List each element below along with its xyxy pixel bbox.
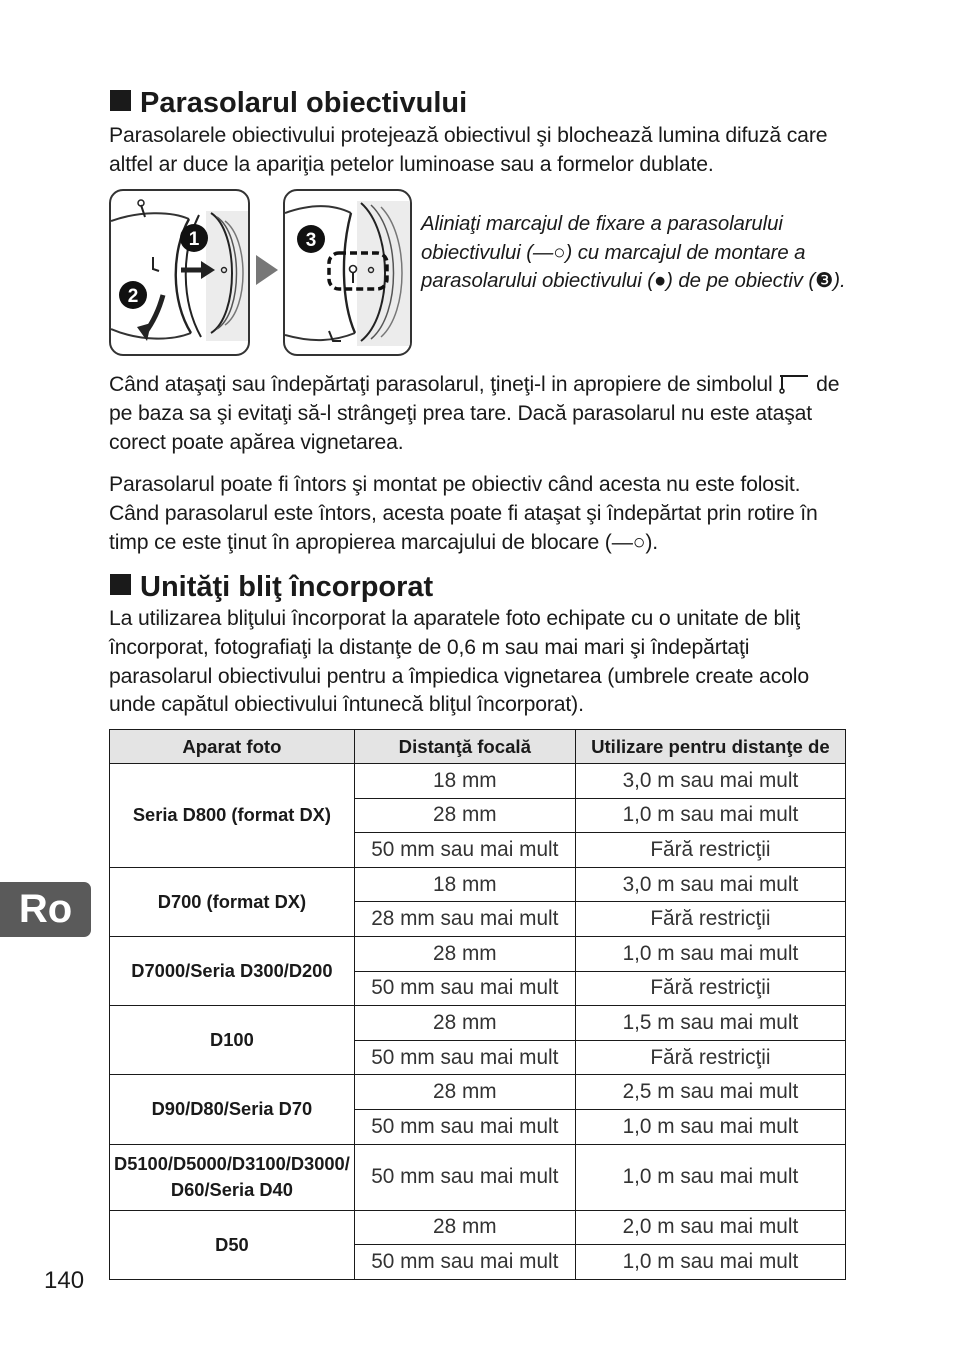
heading-square-icon [110, 574, 131, 595]
table-row [110, 1006, 846, 1041]
distance-cell: 3,0 m sau mai mult [575, 867, 845, 902]
table-row [110, 867, 846, 902]
focal-cell: 28 mm sau mai mult [354, 902, 575, 937]
built-in-flash-intro: La utilizarea bliţului încorporat la aparatele foto echipate cu o unitate de bliţ încorporat, fotografiaţi la distanţe de 0,6 m sau mai mari şi îndepărtaţi parasolarul obiectivului pentru a împiedica vignetarea (umbrele create acolo unde capătul obiectivului întunecă bliţul încorporat). [109, 607, 809, 717]
header-distance: Utilizare pentru distanţe de [575, 730, 845, 764]
svg-text:2: 2 [127, 286, 139, 307]
lens-hood-figure-step3 [283, 189, 412, 356]
distance-cell: 2,5 m sau mai mult [575, 1075, 845, 1110]
section-heading-built-in-flash [110, 573, 433, 602]
camera-cell: D7000/Seria D300/D200 [110, 936, 355, 1005]
focal-cell: 50 mm sau mai mult [354, 1144, 575, 1210]
header-focal-length: Distanţă focală [354, 730, 575, 764]
focal-cell: 28 mm [354, 1210, 575, 1245]
table-row [110, 1210, 846, 1245]
table-row [110, 1144, 846, 1210]
camera-cell: D50 [110, 1210, 355, 1279]
distance-cell: Fără restricţii [575, 971, 845, 1006]
table-row [110, 936, 846, 971]
camera-cell: Seria D800 (format DX) [110, 764, 355, 868]
focal-cell: 50 mm sau mai mult [354, 971, 575, 1006]
lens-hood-figure-step1-2 [109, 189, 250, 356]
distance-cell: 1,0 m sau mai mult [575, 1109, 845, 1144]
camera-cell: D5100/D5000/D3100/D3000/ D60/Seria D40 [110, 1144, 355, 1210]
distance-cell: 1,0 m sau mai mult [575, 1245, 845, 1280]
table-row [110, 1075, 846, 1110]
camera-cell: D100 [110, 1006, 355, 1075]
header-camera: Aparat foto [110, 730, 355, 764]
section-title: Unităţi bliţ încorporat [140, 571, 434, 603]
lens-hood-aligned-illustration [285, 191, 410, 354]
distance-cell: 1,0 m sau mai mult [575, 798, 845, 833]
distance-cell: 2,0 m sau mai mult [575, 1210, 845, 1245]
distance-cell: 3,0 m sau mai mult [575, 764, 845, 799]
focal-cell: 18 mm [354, 867, 575, 902]
focal-cell: 50 mm sau mai mult [354, 1245, 575, 1280]
svg-text:1: 1 [188, 229, 200, 250]
focal-cell: 50 mm sau mai mult [354, 1040, 575, 1075]
focal-cell: 50 mm sau mai mult [354, 1109, 575, 1144]
focal-cell: 28 mm [354, 1006, 575, 1041]
section-heading-lens-hood [110, 89, 467, 118]
svg-text:3: 3 [305, 230, 317, 251]
heading-square-icon [110, 90, 131, 111]
focal-cell: 18 mm [354, 764, 575, 799]
figure-caption: Aliniaţi marcajul de fixare a parasolarului obiectivului (—○) cu marcajul de montare a parasolarului obiectivului (●) de pe obiectiv (❸). [421, 213, 846, 293]
lens-hood-handling-paragraph [109, 371, 849, 457]
hood-hold-symbol-icon [778, 374, 810, 394]
flash-distance-table [109, 729, 846, 1280]
distance-cell: Fără restricţii [575, 833, 845, 868]
lens-hood-intro: Parasolarele obiectivului protejează obiectivul şi blochează lumina difuză care altfel ar duce la apariţia petelor luminoase sau a formelor dublate. [109, 124, 828, 176]
table-row [110, 764, 846, 799]
distance-cell: 1,5 m sau mai mult [575, 1006, 845, 1041]
focal-cell: 28 mm [354, 936, 575, 971]
lens-hood-illustration [111, 191, 248, 354]
next-step-arrow-icon [254, 255, 280, 285]
table-header-row [110, 730, 846, 764]
handling-text-end: de pe baza sa şi evitaţi să-l strângeţi prea tare. Dacă parasolarul nu este ataşat corect poate apărea vignetarea. [109, 373, 840, 454]
distance-cell: 1,0 m sau mai mult [575, 1144, 845, 1210]
handling-text-start: Când ataşaţi sau îndepărtaţi parasolarul, ţineţi-l in apropiere de simbolul [109, 373, 773, 396]
section-title: Parasolarul obiectivului [140, 87, 468, 119]
focal-cell: 28 mm [354, 798, 575, 833]
distance-cell: Fără restricţii [575, 1040, 845, 1075]
camera-cell: D90/D80/Seria D70 [110, 1075, 355, 1144]
page-number: 140 [44, 1267, 85, 1294]
distance-cell: 1,0 m sau mai mult [575, 936, 845, 971]
distance-cell: Fără restricţii [575, 902, 845, 937]
camera-cell: D700 (format DX) [110, 867, 355, 936]
lens-hood-reverse-paragraph: Parasolarul poate fi întors şi montat pe obiectiv când acesta nu este folosit. Când parasolarul este întors, acesta poate fi ataşat şi îndepărtat prin rotire în timp ce este ţinut în apropierea marcajului de blocare (—○). [109, 473, 818, 554]
focal-cell: 28 mm [354, 1075, 575, 1110]
focal-cell: 50 mm sau mai mult [354, 833, 575, 868]
language-tab: Ro [0, 882, 91, 937]
